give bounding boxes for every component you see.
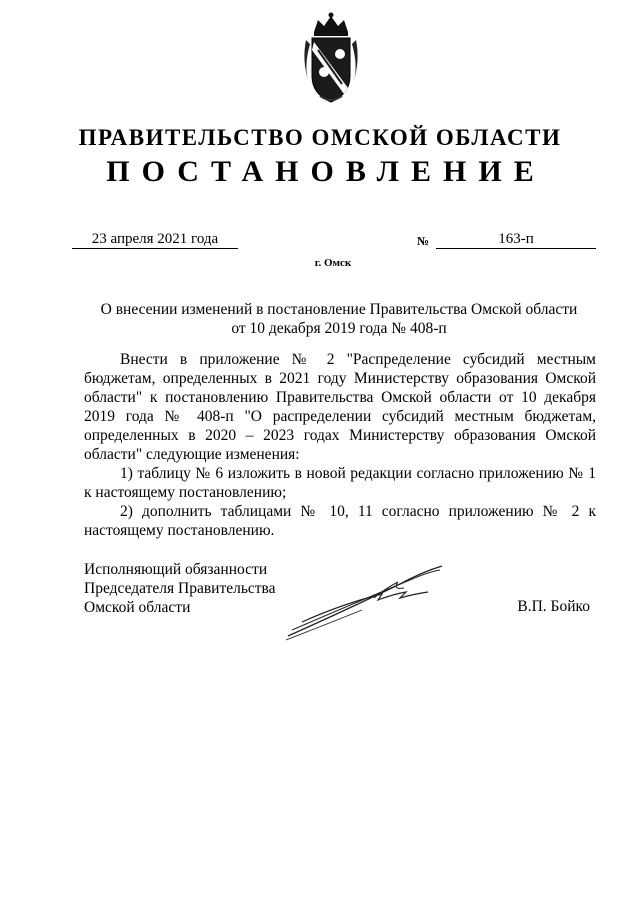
document-type-title: ПОСТАНОВЛЕНИЕ [106, 155, 546, 188]
signatory-position [84, 560, 276, 617]
coat-of-arms-icon [300, 10, 362, 106]
position-line-3: Омской области [84, 599, 191, 616]
document-date: 23 апреля 2021 года [72, 231, 238, 249]
signer-name: В.П. Бойко [517, 598, 590, 615]
body-paragraph: Внести в приложение № 2 "Распределение субсидий местным бюджетам, определенных в 2021 году Министерству образования Омской области" к постановлению Правительства Омской области от 10 декабря 2019 года № 408-п "О распределении субсидий местным бюджетам, определенных в 2020 – 2023 годах Министерству образования Омской области" следующие изменения: [84, 351, 596, 463]
position-line-2: Председателя Правительства [84, 580, 276, 597]
body-item-1: 1) таблицу № 6 изложить в новой редакции согласно приложению № 1 к настоящему постановлению; [84, 465, 596, 501]
number-label: № [417, 234, 430, 248]
organization-title: ПРАВИТЕЛЬСТВО ОМСКОЙ ОБЛАСТИ [78, 125, 562, 150]
handwritten-signature [282, 560, 452, 642]
subject-line-2: от 10 декабря 2019 года № 408-п [231, 320, 447, 337]
body-item-2: 2) дополнить таблицами № 10, 11 согласно приложению № 2 к настоящему постановлению. [84, 503, 596, 539]
document-subject [84, 300, 594, 338]
document-body [84, 350, 596, 540]
position-line-1: Исполняющий обязанности [84, 561, 268, 578]
document-number: 163-п [436, 231, 596, 249]
city-label: г. Омск [314, 257, 352, 269]
subject-line-1: О внесении изменений в постановление Правительства Омской области [100, 301, 578, 318]
